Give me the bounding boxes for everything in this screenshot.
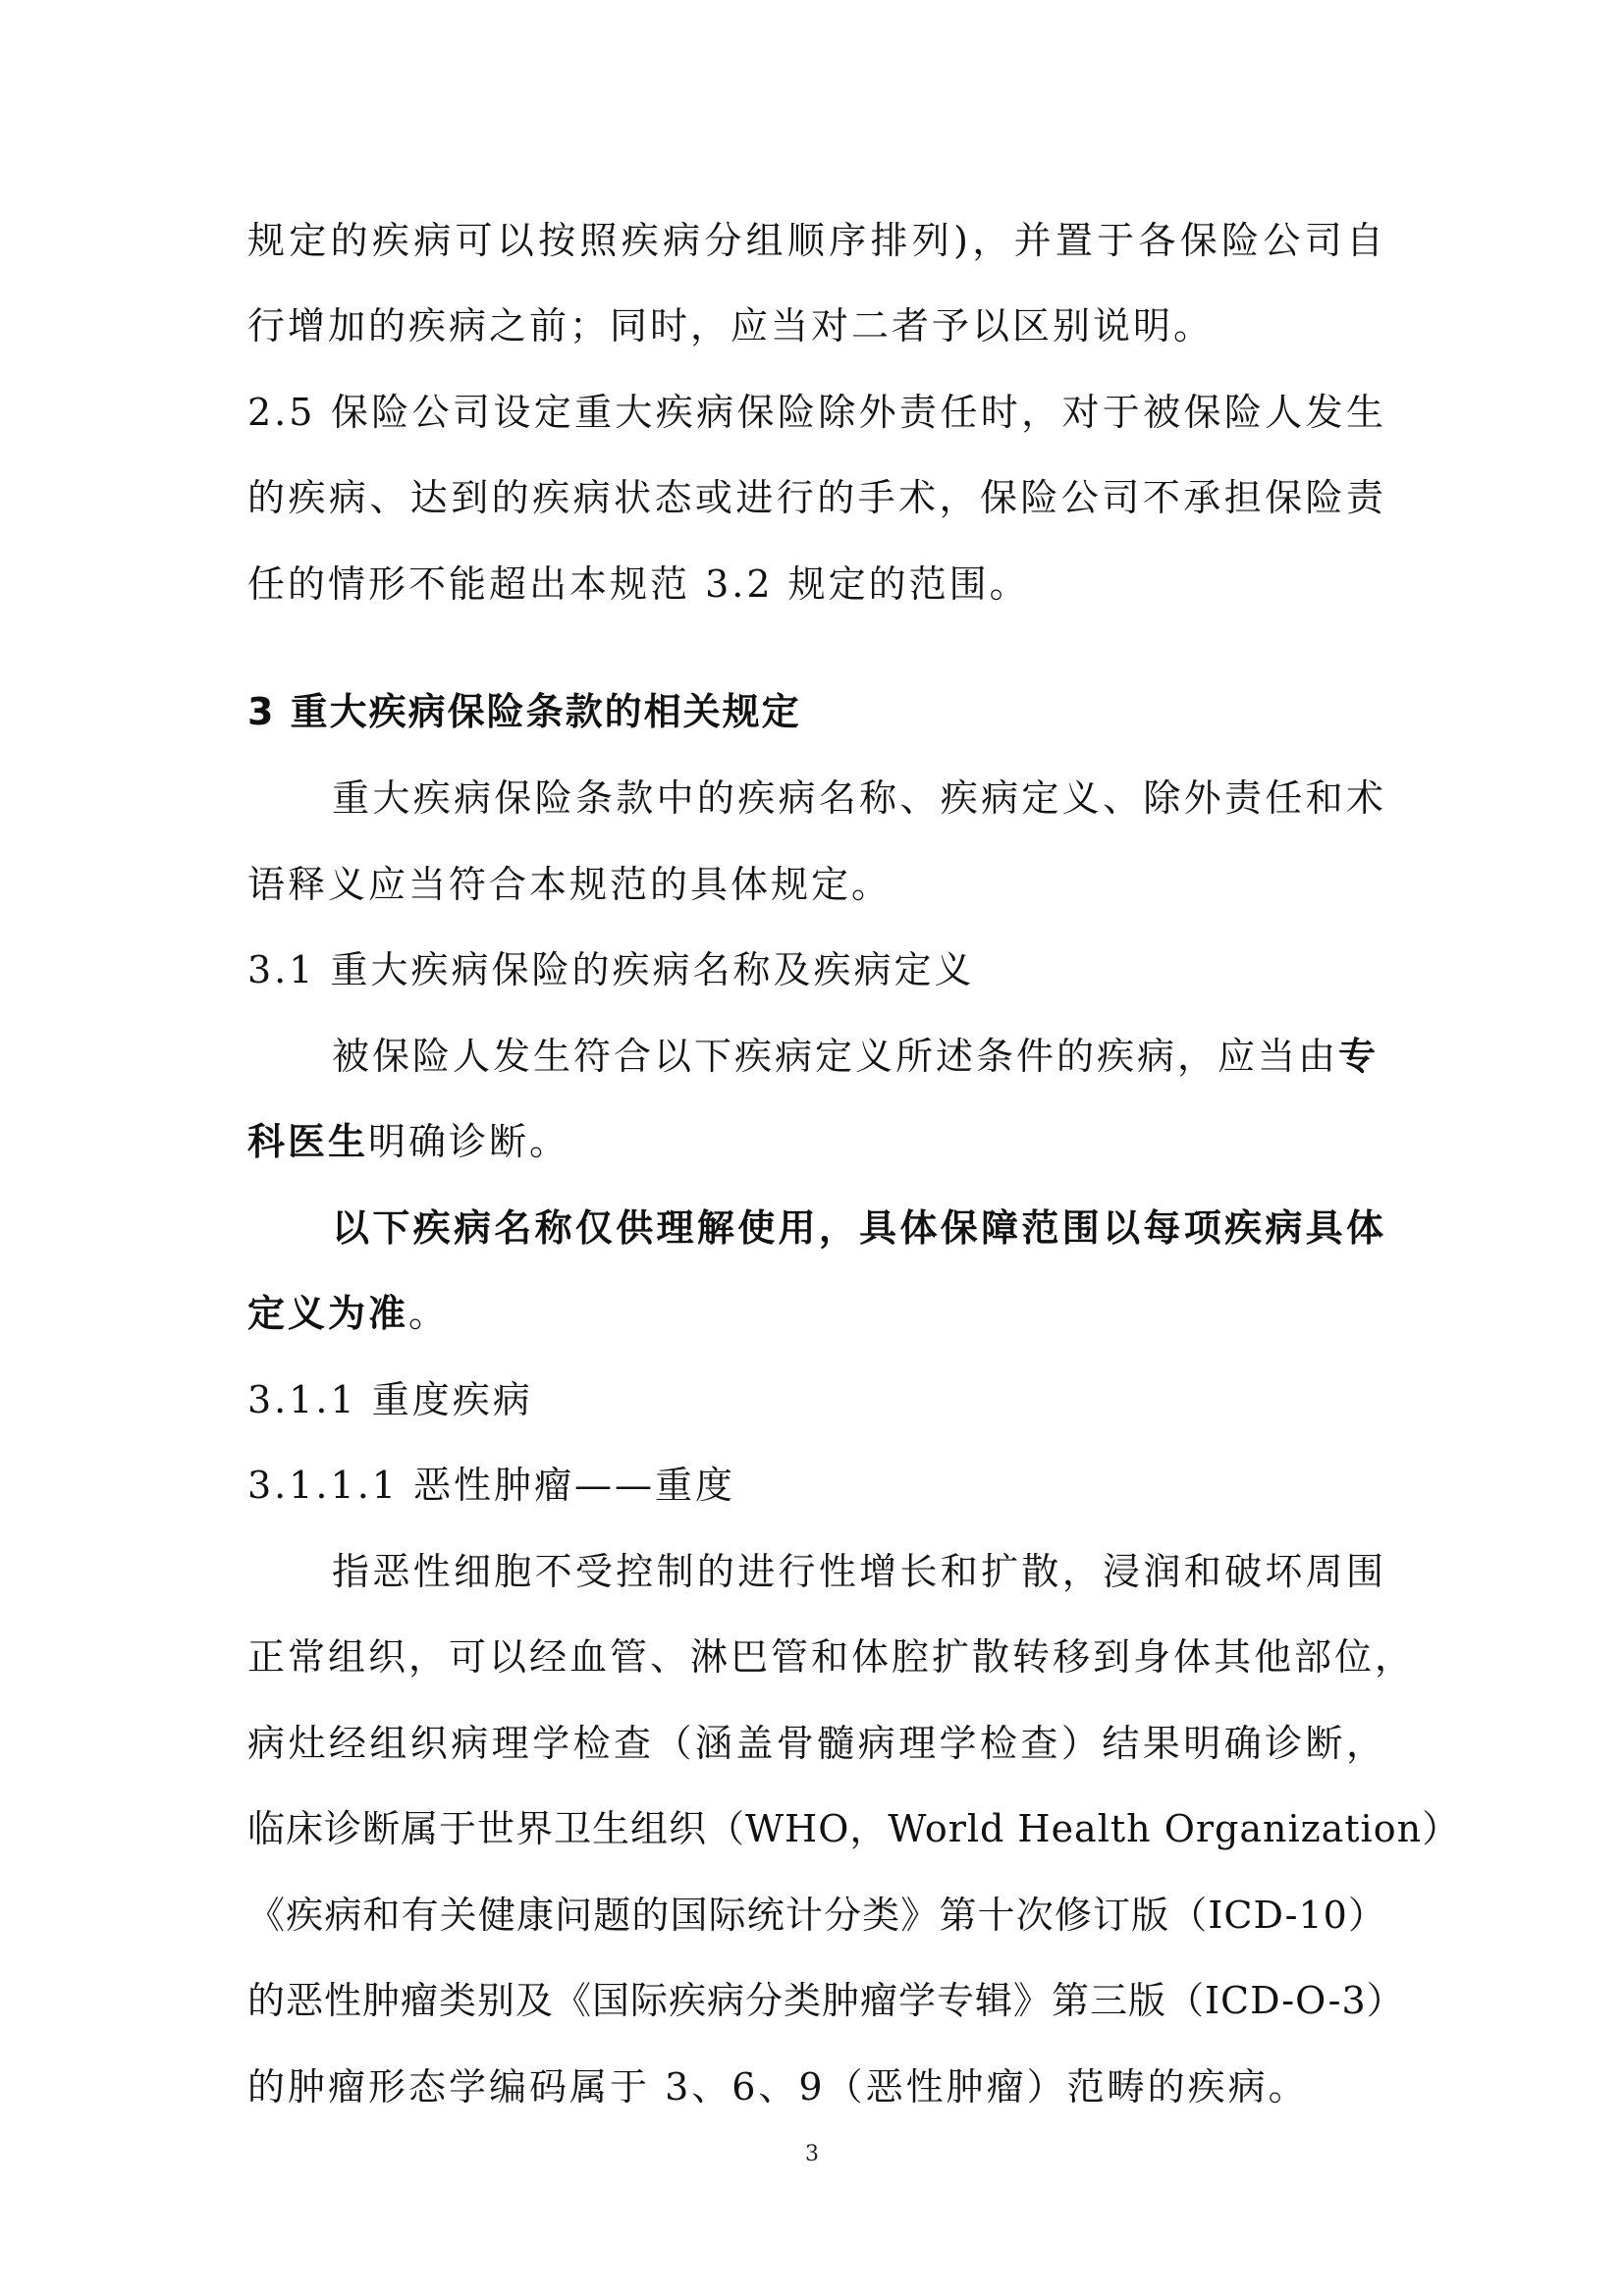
line-text: 被保险人发生符合以下疾病定义所述条件的疾病，应当由 bbox=[332, 1035, 1339, 1078]
bold-paragraph-line: 以下疾病名称仅供理解使用，具体保障范围以每项疾病具体 bbox=[332, 1206, 1386, 1250]
paragraph-line: 临床诊断属于世界卫生组织（WHO，World Health Organization） bbox=[247, 1807, 1461, 1850]
paragraph-line bbox=[247, 1289, 1386, 1338]
line-text: 明确诊断。 bbox=[368, 1120, 570, 1163]
paragraph-line bbox=[332, 1032, 1386, 1081]
bold-text: 科医生 bbox=[247, 1120, 369, 1163]
paragraph-line: 2.5 保险公司设定重大疾病保险除外责任时，对于被保险人发生 bbox=[247, 391, 1386, 434]
subsection-heading: 3.1.1 重度疾病 bbox=[247, 1378, 533, 1421]
paragraph-line: 正常组织，可以经血管、淋巴管和体腔扩散转移到身体其他部位， bbox=[247, 1635, 1416, 1679]
paragraph-line: 任的情形不能超出本规范 3.2 规定的范围。 bbox=[247, 562, 1030, 606]
page-number: 3 bbox=[805, 2142, 819, 2166]
paragraph-line: 的疾病、达到的疾病状态或进行的手术，保险公司不承担保险责 bbox=[247, 476, 1386, 519]
paragraph-line: 指恶性细胞不受控制的进行性增长和扩散，浸润和破坏周围 bbox=[332, 1550, 1386, 1593]
subsection-heading: 3.1.1.1 恶性肿瘤——重度 bbox=[247, 1464, 736, 1507]
paragraph-line: 规定的疾病可以按照疾病分组顺序排列)，并置于各保险公司自 bbox=[247, 219, 1386, 262]
paragraph-line: 《疾病和有关健康问题的国际统计分类》第十次修订版（ICD-10） bbox=[247, 1894, 1386, 1937]
paragraph-line: 的肿瘤形态学编码属于 3、6、9（恶性肿瘤）范畴的疾病。 bbox=[247, 2065, 1309, 2109]
bold-text: 专 bbox=[1338, 1035, 1380, 1078]
paragraph-line: 重大疾病保险条款中的疾病名称、疾病定义、除外责任和术 bbox=[332, 776, 1386, 820]
paragraph-line: 病灶经组织病理学检查（涵盖骨髓病理学检查）结果明确诊断， bbox=[247, 1722, 1386, 1765]
paragraph-line: 的恶性肿瘤类别及《国际疾病分类肿瘤学专辑》第三版（ICD-O-3） bbox=[247, 1979, 1405, 2022]
paragraph-line bbox=[247, 1117, 1386, 1166]
bold-text: 定义为准 bbox=[247, 1292, 409, 1335]
paragraph-line: 行增加的疾病之前；同时，应当对二者予以区别说明。 bbox=[247, 304, 1215, 347]
line-text: 。 bbox=[408, 1292, 450, 1335]
section-heading: 3 重大疾病保险条款的相关规定 bbox=[247, 690, 801, 733]
subsection-heading: 3.1 重大疾病保险的疾病名称及疾病定义 bbox=[247, 948, 975, 991]
paragraph-line: 语释义应当符合本规范的具体规定。 bbox=[247, 863, 893, 906]
